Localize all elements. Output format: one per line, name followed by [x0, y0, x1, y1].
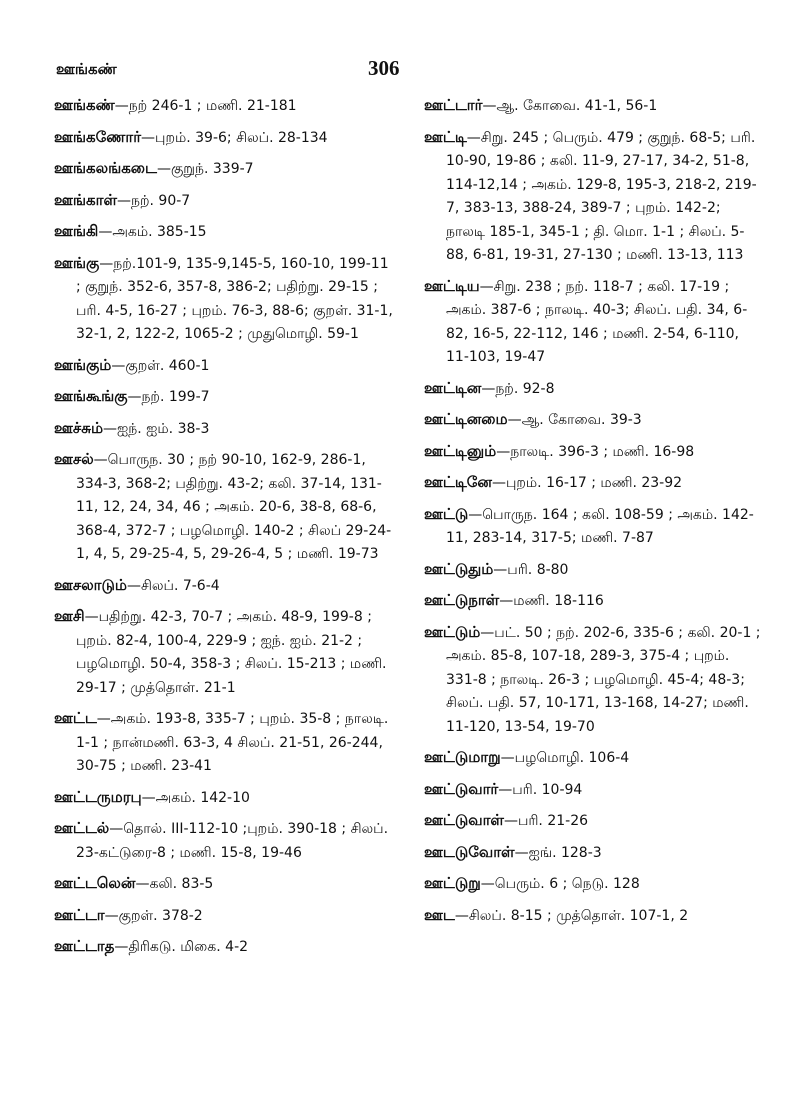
- index-entry: [424, 408, 764, 432]
- entry-word: ஊட்டருமரபு: [54, 787, 142, 806]
- entry-references: —நற் 246-1 ; மணி. 21-181: [114, 98, 297, 114]
- index-entry: [54, 448, 394, 566]
- entry-word: ஊட: [424, 905, 455, 924]
- entry-word: ஊங்கண்: [54, 96, 115, 114]
- index-entry: [54, 417, 394, 441]
- entry-references: —குறள். 378-2: [104, 907, 203, 924]
- index-entry: [54, 189, 394, 213]
- entry-word: ஊட்டாத: [54, 937, 115, 955]
- index-entry: [54, 157, 394, 181]
- entry-references: —புறம். 39-6; சிலப். 28-134: [141, 129, 328, 146]
- entry-references: —பொருந. 30 ; நற் 90-10, 162-9, 286-1, 334-3, 368-2; பதிற்று. 43-2; கலி. 37-14, 131-11, 12, 24, 34, 46 ; அகம். 20-6, 38-8, 68-6, 368-4, 372-7 ; பழமொழி. 140-2 ; சிலப் 29-24-1, 4, 5, 29-25-4, 5, 29-26-4, 5 ; மணி. 19-73: [76, 452, 392, 562]
- entry-word: ஊங்கி: [54, 222, 99, 240]
- entry-word: ஊட்டுநாள்: [424, 591, 500, 609]
- left-column: [54, 94, 394, 967]
- entry-references: —நற். 199-7: [127, 389, 210, 405]
- entry-references: —ஐங். 128-3: [514, 844, 602, 861]
- entry-references: —தொல். III-112-10 ;புறம். 390-18 ; சிலப். 23-கட்டுரை-8 ; மணி. 15-8, 19-46: [76, 821, 389, 861]
- entry-references: —சிறு. 245 ; பெரும். 479 ; குறுந். 68-5; பரி. 10-90, 19-86 ; கலி. 11-9, 27-17, 34-2, 51-8, 114-12,14 ; அகம். 129-8, 195-3, 218-2, 219-7, 383-13, 388-24, 389-7 ; புறம். 142-2; நாலடி 185-1, 345-1 ; தி. மொ. 1-1 ; சிலப். 5-88, 6-81, 19-31, 27-130 ; மணி. 13-13, 113: [446, 129, 757, 263]
- index-entry: [54, 904, 394, 928]
- entry-word: ஊசி: [54, 607, 85, 625]
- index-entry: [424, 94, 764, 118]
- entry-word: ஊட்ட: [54, 709, 97, 727]
- entry-references: —குறள். 460-1: [111, 357, 210, 374]
- entry-references: —குறுந். 339-7: [156, 161, 254, 177]
- index-entry: [54, 872, 394, 896]
- entry-references: —ஆ. கோவை. 41-1, 56-1: [482, 98, 658, 114]
- entry-word: ஊட்டுறு: [424, 874, 481, 892]
- entry-word: ஊட்டிய: [424, 276, 480, 295]
- entry-word: ஊடடுவோள்: [424, 842, 515, 861]
- entry-word: ஊங்காள்: [54, 190, 117, 209]
- index-entry: [424, 275, 764, 369]
- entry-references: —திரிகடு. மிகை. 4-2: [114, 939, 249, 955]
- index-entry: [424, 809, 764, 833]
- entry-references: —பரி. 10-94: [498, 781, 583, 798]
- index-entry: [424, 589, 764, 613]
- entry-word: ஊட்டுவார்: [424, 779, 499, 798]
- entry-references: —சிறு. 238 ; நற். 118-7 ; கலி. 17-19 ; அகம். 387-6 ; நாலடி. 40-3; சிலப். பதி. 34, 6-82, 16-5, 22-112, 146 ; மணி. 2-54, 6-110, 11-103, 19-47: [446, 278, 748, 365]
- index-entry: [424, 126, 764, 267]
- index-entry: [424, 621, 764, 739]
- index-entry: [54, 605, 394, 699]
- entry-references: —ஐந். ஐம். 38-3: [103, 420, 210, 437]
- entry-references: —பெரும். 6 ; நெடு. 128: [480, 876, 640, 892]
- entry-word: ஊங்கலங்கடை: [54, 159, 157, 177]
- index-entry: [424, 746, 764, 770]
- index-entry: [54, 354, 394, 378]
- entry-references: —நற். 92-8: [481, 380, 555, 397]
- index-entry: [424, 377, 764, 401]
- entry-references: —அகம். 142-10: [141, 789, 250, 806]
- entry-word: ஊங்கூங்கு: [54, 387, 128, 405]
- entry-word: ஊட்டார்: [424, 96, 483, 114]
- index-entry: [424, 558, 764, 582]
- entry-word: ஊட்டுமாறு: [424, 748, 501, 766]
- entry-references: —புறம். 16-17 ; மணி. 23-92: [491, 475, 683, 491]
- entry-references: —நாலடி. 396-3 ; மணி. 16-98: [496, 443, 695, 460]
- entry-word: ஊங்கும்: [54, 355, 112, 374]
- entry-references: —சிலப். 8-15 ; முத்தொள். 107-1, 2: [454, 907, 689, 924]
- entry-references: —பரி. 21-26: [503, 813, 589, 829]
- right-column: [424, 94, 764, 935]
- entry-references: —கலி. 83-5: [135, 876, 214, 892]
- entry-word: ஊட்டினமை: [424, 410, 508, 428]
- index-entry: [54, 935, 394, 959]
- index-entry: [424, 440, 764, 464]
- entry-references: —பதிற்று. 42-3, 70-7 ; அகம். 48-9, 199-8 ; புறம். 82-4, 100-4, 229-9 ; ஐந். ஐம். 21-2 ; பழமொழி. 50-4, 358-3 ; சிலப். 15-213 ; மணி. 29-17 ; முத்தொள். 21-1: [76, 609, 387, 696]
- index-entry: [54, 126, 394, 150]
- entry-word: ஊட்டினும்: [424, 441, 497, 460]
- page-number: 306: [368, 56, 400, 80]
- entry-word: ஊட்டின: [424, 378, 482, 397]
- index-entry: [54, 786, 394, 810]
- entry-word: ஊட்டலென்: [54, 874, 136, 892]
- index-entry: [54, 252, 394, 346]
- index-entry: [54, 574, 394, 598]
- entry-word: ஊட்டுதும்: [424, 559, 494, 578]
- index-entry: [424, 904, 764, 928]
- entry-word: ஊங்கு: [54, 253, 100, 272]
- entry-references: —சிலப். 7-6-4: [126, 577, 220, 594]
- entry-word: ஊச்சும்: [54, 418, 104, 437]
- entry-references: —அகம். 193-8, 335-7 ; புறம். 35-8 ; நாலடி. 1-1 ; நான்மணி. 63-3, 4 சிலப். 21-51, 26-244, 30-75 ; மணி. 23-41: [76, 711, 389, 774]
- entry-references: —பரி. 8-80: [493, 561, 569, 578]
- entry-references: —பொருந. 164 ; கலி. 108-59 ; அகம். 142-11, 283-14, 317-5; மணி. 7-87: [446, 506, 754, 546]
- entry-word: ஊங்கணோர்: [54, 127, 142, 146]
- entry-references: —பட். 50 ; நற். 202-6, 335-6 ; கலி. 20-1 ; அகம். 85-8, 107-18, 289-3, 375-4 ; புறம். 331-8 ; நாலடி. 26-3 ; பழமொழி. 45-4; 48-3; சிலப். பதி. 57, 10-171, 13-168, 14-27; மணி. 11-120, 13-54, 19-70: [446, 624, 761, 735]
- entry-word: ஊட்டுவாள்: [424, 811, 504, 829]
- index-entry: [54, 94, 394, 118]
- entry-word: ஊட்டினே: [424, 473, 492, 491]
- entry-word: ஊட்டும்: [424, 622, 481, 641]
- index-entry: [54, 817, 394, 864]
- entry-references: —ஆ. கோவை. 39-3: [507, 412, 642, 428]
- entry-references: —நற். 90-7: [117, 192, 191, 209]
- index-entry: [424, 471, 764, 495]
- entry-references: —அகம். 385-15: [98, 224, 207, 240]
- entry-word: ஊட்டா: [54, 905, 105, 924]
- entry-word: ஊசல்: [54, 450, 94, 468]
- index-entry: [424, 778, 764, 802]
- entry-word: ஊட்டு: [424, 504, 469, 523]
- entry-word: ஊட்டல்: [54, 819, 110, 837]
- entry-references: —மணி. 18-116: [499, 593, 604, 609]
- index-entry: [54, 707, 394, 778]
- entry-word: ஊட்டி: [424, 127, 467, 146]
- index-entry: [54, 220, 394, 244]
- entry-references: —பழமொழி. 106-4: [500, 750, 630, 766]
- entry-word: ஊசலாடும்: [54, 575, 127, 594]
- index-entry: [424, 841, 764, 865]
- running-headword: ஊங்கண்: [56, 60, 117, 78]
- index-entry: [424, 503, 764, 550]
- entry-references: —நற்.101-9, 135-9,145-5, 160-10, 199-11 ; குறுந். 352-6, 357-8, 386-2; பதிற்று. 29-15 ; பரி. 4-5, 16-27 ; புறம். 76-3, 88-6; குறள். 31-1, 32-1, 2, 122-2, 1065-2 ; முதுமொழி. 59-1: [76, 255, 393, 342]
- page-header: [0, 56, 800, 86]
- index-entry: [424, 872, 764, 896]
- index-entry: [54, 385, 394, 409]
